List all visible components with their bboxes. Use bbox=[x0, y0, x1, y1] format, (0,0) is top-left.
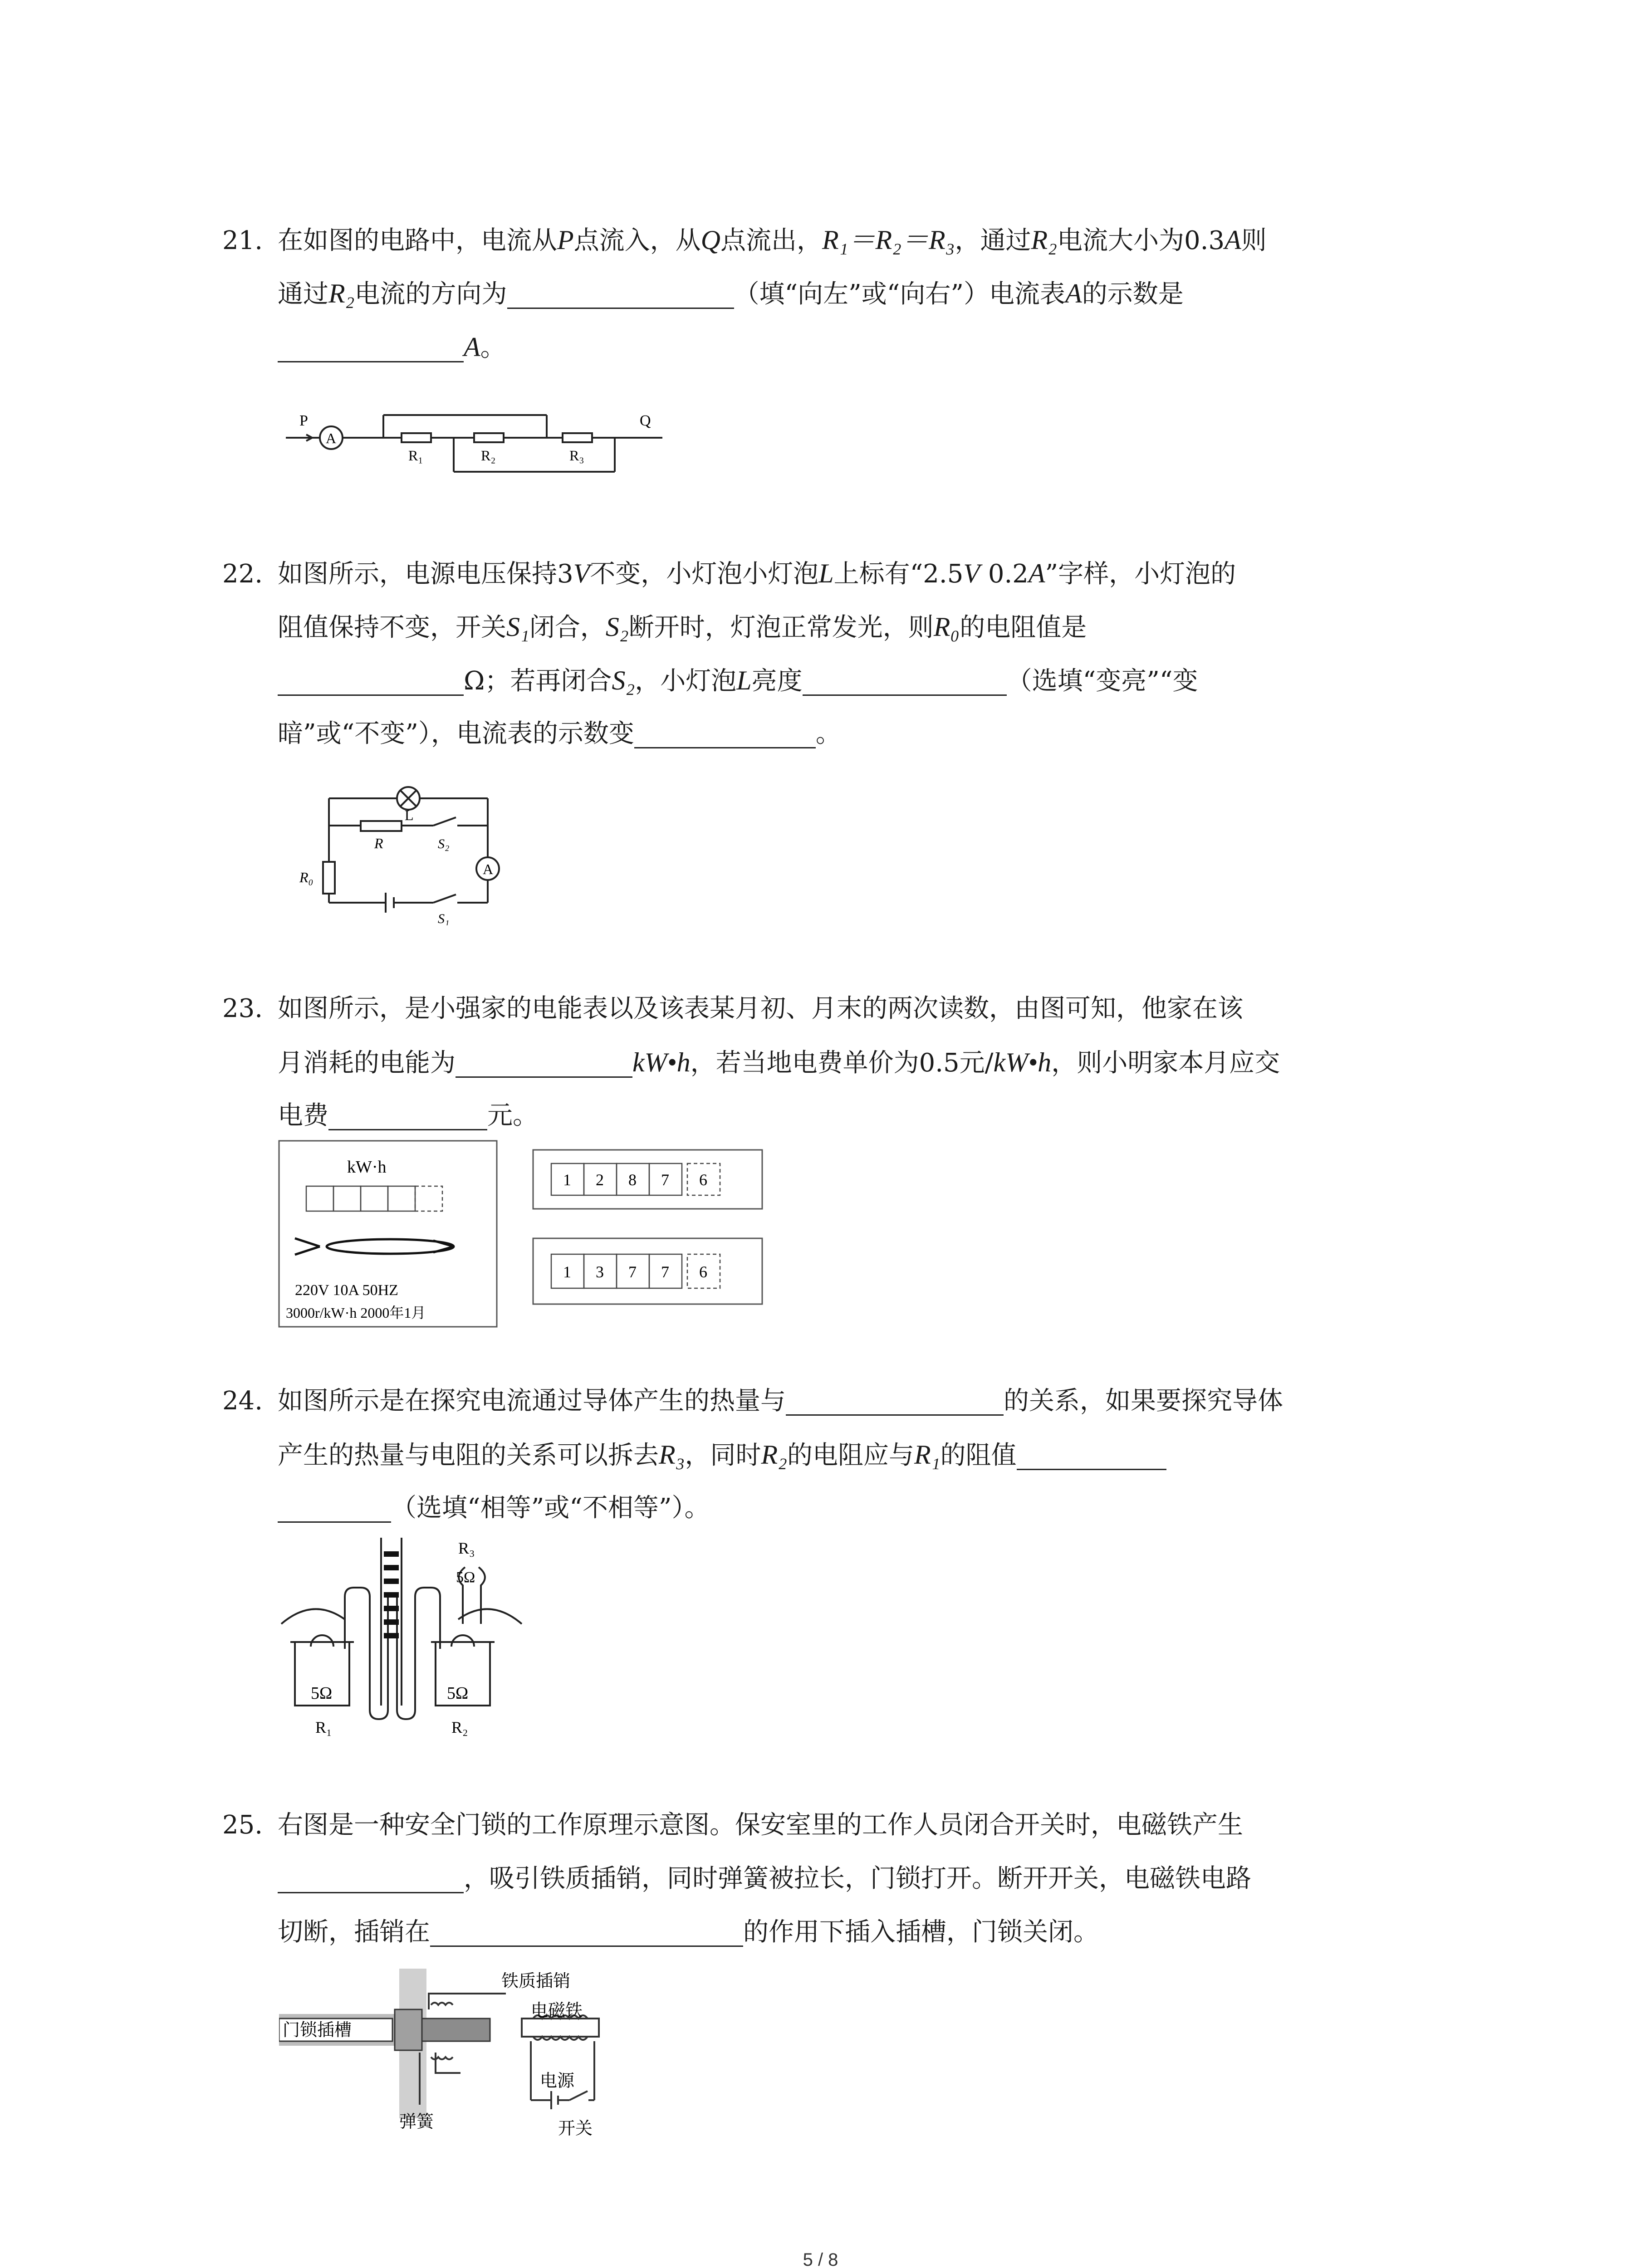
meter-spec-1: 220V 10A 50HZ bbox=[295, 1282, 398, 1299]
meter-spec-2: 3000r/kW·h 2000年1月 bbox=[286, 1305, 426, 1321]
q25-door-lock-diagram bbox=[279, 1955, 624, 2146]
question-25 bbox=[222, 1799, 1456, 1959]
answer-blank-ammeter[interactable] bbox=[278, 329, 464, 362]
label-r1: R₁ bbox=[315, 1718, 332, 1736]
label-5ohm-3: 5Ω bbox=[456, 1569, 475, 1586]
answer-blank-energy[interactable] bbox=[456, 1045, 632, 1078]
q25-line-2: ，吸引铁质插销，同时弹簧被拉长，门锁打开。断开开关，电磁铁电路 bbox=[222, 1852, 1456, 1906]
reading-end bbox=[533, 1238, 762, 1304]
answer-blank-direction[interactable] bbox=[507, 276, 734, 309]
answer-blank-ammeter-change[interactable] bbox=[634, 715, 816, 748]
digit: 2 bbox=[596, 1171, 604, 1189]
label-spring: 弹簧 bbox=[399, 2112, 434, 2131]
label-r3: R₃ bbox=[569, 447, 584, 464]
q22-line-2: 阻值保持不变，开关S₁闭合，S₂断开时，灯泡正常发光，则R₀的电阻值是 bbox=[278, 612, 1087, 642]
ammeter-label: A bbox=[326, 430, 337, 446]
label-power-source: 电源 bbox=[540, 2072, 575, 2091]
label-s2: S₂ bbox=[438, 836, 450, 851]
digit: 7 bbox=[661, 1171, 669, 1189]
digit: 7 bbox=[661, 1263, 669, 1281]
q25-line-1: 25. 右图是一种安全门锁的工作原理示意图。保安室里的工作人员闭合开关时，电磁铁产生 bbox=[222, 1810, 1243, 1840]
label-q: Q bbox=[640, 412, 651, 429]
label-switch: 开关 bbox=[558, 2119, 593, 2138]
q24-line-3: （选填“相等”或“不相等”）。 bbox=[222, 1481, 1456, 1535]
digit: 1 bbox=[563, 1171, 571, 1189]
question-23 bbox=[222, 982, 1456, 1143]
question-24 bbox=[222, 1374, 1456, 1535]
label-r1: R₁ bbox=[408, 447, 423, 464]
page-number: 5 / 8 bbox=[803, 2250, 838, 2268]
label-5ohm-1: 5Ω bbox=[311, 1684, 333, 1703]
q21-line-1: 21. 在如图的电路中，电流从P点流入，从Q点流出，R₁＝R₂＝R₃，通过R₂电流大小为0.3A则 bbox=[222, 213, 1456, 267]
q21-line-3: A。 bbox=[222, 320, 1456, 374]
q22-line-4: 暗”或“不变”），电流表的示数变 。 bbox=[222, 707, 1456, 761]
digit: 1 bbox=[563, 1263, 571, 1281]
label-electromagnet: 电磁铁 bbox=[531, 2001, 583, 2020]
label-p: P bbox=[299, 412, 308, 429]
q24-line-2: 产生的热量与电阻的关系可以拆去R₃，同时R₂的电阻应与R₁的阻值 bbox=[222, 1428, 1456, 1481]
q22-line-3: Ω；若再闭合S₂，小灯泡L亮度 （选填“变亮”“变 bbox=[222, 654, 1456, 707]
q25-line-3: 切断，插销在 的作用下插入插槽，门锁关闭。 bbox=[222, 1906, 1456, 1959]
label-lock-slot: 门锁插槽 bbox=[283, 2021, 352, 2040]
ammeter-label: A bbox=[483, 861, 494, 877]
label-r2: R₂ bbox=[481, 447, 496, 464]
label-r3: R₃ bbox=[458, 1539, 475, 1557]
q21-circuit-diagram bbox=[272, 386, 671, 481]
label-r2: R₂ bbox=[451, 1718, 468, 1736]
label-r0: R₀ bbox=[299, 869, 314, 885]
answer-blank-resistance-a[interactable] bbox=[1017, 1437, 1166, 1470]
label-5ohm-2: 5Ω bbox=[447, 1684, 469, 1703]
q23-line-2: 月消耗的电能为 kW•h，若当地电费单价为0.5元/kW•h，则小明家本月应交 bbox=[222, 1036, 1456, 1089]
question-22 bbox=[222, 547, 1456, 761]
answer-blank-relation[interactable] bbox=[786, 1383, 1004, 1416]
label-l: L bbox=[405, 807, 414, 823]
question-21 bbox=[222, 213, 1456, 374]
answer-blank-resistance-b[interactable] bbox=[278, 1490, 391, 1523]
label-r: R bbox=[374, 835, 383, 851]
answer-blank-spring-force[interactable] bbox=[430, 1914, 743, 1947]
digit: 6 bbox=[699, 1171, 707, 1189]
digit: 7 bbox=[628, 1263, 637, 1281]
q22-line-1: 22. 如图所示，电源电压保持3V不变，小灯泡小灯泡L上标有“2.5V 0.2A”字样，小灯泡的 bbox=[222, 558, 1236, 589]
digit: 3 bbox=[596, 1263, 604, 1281]
q22-circuit-diagram bbox=[290, 771, 526, 925]
q21-line-2: 通过R₂电流的方向为 （填“向左”或“向右”）电流表A的示数是 bbox=[222, 267, 1456, 320]
digit: 8 bbox=[628, 1171, 637, 1189]
meter-unit: kW·h bbox=[347, 1158, 387, 1177]
q23-line-1: 23. 如图所示，是小强家的电能表以及该表某月初、月末的两次读数，由图可知，他家在该 bbox=[222, 994, 1243, 1023]
answer-blank-magnetism[interactable] bbox=[278, 1860, 464, 1893]
digit: 6 bbox=[699, 1263, 707, 1281]
q24-joule-heat-apparatus bbox=[277, 1533, 531, 1746]
label-iron-pin: 铁质插销 bbox=[501, 1972, 571, 1991]
question-number: 21. bbox=[222, 226, 263, 255]
reading-start bbox=[533, 1150, 762, 1209]
label-s1: S₁ bbox=[438, 911, 450, 925]
q23-line-3: 电费 元。 bbox=[222, 1089, 1456, 1143]
q23-meter-figure bbox=[277, 1139, 776, 1329]
answer-blank-fee[interactable] bbox=[328, 1097, 487, 1130]
q24-line-1: 24. 如图所示是在探究电流通过导体产生的热量与 的关系，如果要探究导体 bbox=[222, 1374, 1456, 1428]
answer-blank-r0[interactable] bbox=[278, 663, 464, 696]
answer-blank-brightness[interactable] bbox=[803, 663, 1007, 696]
